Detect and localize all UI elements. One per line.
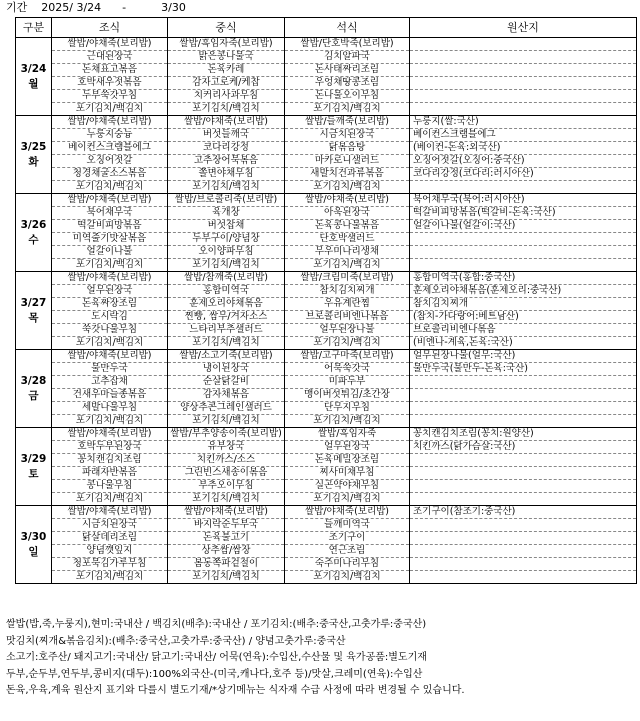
dinner-item: 우엉채땅콩조림 bbox=[285, 77, 410, 90]
origin-item: 치킨까스(닭가슴살:국산) bbox=[410, 441, 637, 454]
breakfast-item: 고추잡채 bbox=[52, 376, 168, 389]
dinner-item: 포기김치/백김치 bbox=[285, 415, 410, 428]
menu-row bbox=[16, 506, 637, 519]
lunch-item: 바지락순두부국 bbox=[168, 519, 285, 532]
menu-row bbox=[16, 441, 637, 454]
lunch-item: 포기김치/백김치 bbox=[168, 337, 285, 350]
menu-row bbox=[16, 220, 637, 233]
menu-row bbox=[16, 116, 637, 129]
origin-item bbox=[410, 181, 637, 194]
period-line bbox=[6, 1, 186, 15]
lunch-item: 쌀밥/흑임자죽(보리밥) bbox=[168, 38, 285, 51]
dinner-item: 실곤약야채무침 bbox=[285, 480, 410, 493]
origin-item: 홍합미역국(홍합:중국산) bbox=[410, 272, 637, 285]
breakfast-item: 쑥갓나물무침 bbox=[52, 324, 168, 337]
day-weekday: 수 bbox=[28, 233, 39, 246]
origin-item bbox=[410, 571, 637, 584]
note-line: 두부,순두부,연두부,콩비지(대두):100%외국산-(미국,캐나다,호주 등)/맛살,크레미(연육):수입산 bbox=[6, 668, 423, 680]
menu-row bbox=[16, 454, 637, 467]
menu-row bbox=[16, 233, 637, 246]
menu-row bbox=[16, 480, 637, 493]
breakfast-item: 포기김치/백김치 bbox=[52, 181, 168, 194]
lunch-item: 그린빈스새송이볶음 bbox=[168, 467, 285, 480]
lunch-item: 치킨까스/소스 bbox=[168, 454, 285, 467]
menu-row bbox=[16, 324, 637, 337]
day-weekday: 일 bbox=[28, 545, 39, 558]
menu-row bbox=[16, 285, 637, 298]
breakfast-item: 청경채굴소스볶음 bbox=[52, 168, 168, 181]
dinner-item: 쌀밥/흑임자죽 bbox=[285, 428, 410, 441]
breakfast-item: 쌀밥/야채죽(보리밥) bbox=[52, 116, 168, 129]
menu-row bbox=[16, 272, 637, 285]
note-line: 쌀밥(밥,죽,누룽지),현미:국내산 / 백김치(배추):국내산 / 포기김치:(배추:중국산,고춧가루:중국산) bbox=[6, 619, 427, 630]
lunch-item: 포기김치/백김치 bbox=[168, 571, 285, 584]
dinner-item: 포기김치/백김치 bbox=[285, 571, 410, 584]
dinner-item: 돈육콩나물볶음 bbox=[285, 220, 410, 233]
lunch-item: 코다리강정 bbox=[168, 142, 285, 155]
header-lunch: 중식 bbox=[168, 18, 285, 38]
origin-item bbox=[410, 402, 637, 415]
day-date: 3/24 bbox=[20, 62, 47, 75]
note-line: 맛김치(찌개&볶음김치):(배추:중국산,고춧가루:중국산) / 양념고춧가루:중국산 bbox=[6, 635, 346, 647]
breakfast-item: 돈채표고볶음 bbox=[52, 64, 168, 77]
lunch-item: 돈육카레 bbox=[168, 64, 285, 77]
day-cell bbox=[16, 272, 52, 350]
lunch-item: 버섯잡채 bbox=[168, 220, 285, 233]
menu-row bbox=[16, 142, 637, 155]
origin-item: 얼갈이나물(얼갈이:국산) bbox=[410, 220, 637, 233]
origin-item bbox=[410, 103, 637, 116]
breakfast-item: 물만두국 bbox=[52, 363, 168, 376]
origin-item: 얼무된장나물(얼무:국산) bbox=[410, 350, 637, 363]
dinner-item: 포기김치/백김치 bbox=[285, 259, 410, 272]
menu-row bbox=[16, 428, 637, 441]
period-end: 3/30 bbox=[161, 1, 186, 14]
lunch-item: 쌀밥/야채죽(보리밥) bbox=[168, 116, 285, 129]
breakfast-item: 포기김치/백김치 bbox=[52, 571, 168, 584]
origin-item bbox=[410, 467, 637, 480]
breakfast-item: 포기김치/백김치 bbox=[52, 103, 168, 116]
dinner-item: 돈육메밀장조림 bbox=[285, 454, 410, 467]
origin-item bbox=[410, 389, 637, 402]
breakfast-item: 포기김치/백김치 bbox=[52, 493, 168, 506]
origin-item bbox=[410, 558, 637, 571]
day-weekday: 화 bbox=[28, 155, 39, 168]
breakfast-item: 건새우마늘종볶음 bbox=[52, 389, 168, 402]
dinner-item: 아욱된장국 bbox=[285, 207, 410, 220]
breakfast-item: 시금치된장국 bbox=[52, 519, 168, 532]
origin-item bbox=[410, 38, 637, 51]
breakfast-item: 떡갈비피망볶음 bbox=[52, 220, 168, 233]
dinner-item: 조기구이 bbox=[285, 532, 410, 545]
origin-item bbox=[410, 415, 637, 428]
menu-row bbox=[16, 311, 637, 324]
dinner-item: 쌀밥/고구마죽(보리밥) bbox=[285, 350, 410, 363]
dinner-item: 브로콜리비엔나볶음 bbox=[285, 311, 410, 324]
menu-row bbox=[16, 103, 637, 116]
lunch-item: 냉이된장국 bbox=[168, 363, 285, 376]
day-cell bbox=[16, 506, 52, 584]
header-dinner: 석식 bbox=[285, 18, 410, 38]
header-origin: 원산지 bbox=[410, 18, 637, 38]
breakfast-item: 꽁치캔김치조림 bbox=[52, 454, 168, 467]
lunch-item: 포기김치/백김치 bbox=[168, 259, 285, 272]
day-date: 3/28 bbox=[20, 374, 47, 387]
day-weekday: 토 bbox=[28, 467, 39, 480]
dinner-item: 포기김치/백김치 bbox=[285, 181, 410, 194]
header-breakfast: 조식 bbox=[52, 18, 168, 38]
dinner-item: 돈나물오이무침 bbox=[285, 90, 410, 103]
lunch-item: 쌀밥/참깨죽(보리밥) bbox=[168, 272, 285, 285]
day-cell bbox=[16, 38, 52, 116]
dinner-item: 쌀밥/단호박죽(보리밥) bbox=[285, 38, 410, 51]
menu-table bbox=[15, 17, 637, 584]
dinner-item: 참치김치찌개 bbox=[285, 285, 410, 298]
menu-row bbox=[16, 259, 637, 272]
dinner-item: 얼무된장나물 bbox=[285, 324, 410, 337]
breakfast-item: 포기김치/백김치 bbox=[52, 259, 168, 272]
dinner-item: 연근조림 bbox=[285, 545, 410, 558]
origin-item: 떡갈비피망볶음(떡갈비-돈육:국산) bbox=[410, 207, 637, 220]
dinner-item: 단무지무침 bbox=[285, 402, 410, 415]
breakfast-item: 호박새우젓볶음 bbox=[52, 77, 168, 90]
dinner-item: 포기김치/백김치 bbox=[285, 337, 410, 350]
lunch-item: 봄동쪽파겉절이 bbox=[168, 558, 285, 571]
dinner-item: 쌀밥/야채죽(보리밥) bbox=[285, 194, 410, 207]
dinner-item: 쌀밥/들깨죽(보리밥) bbox=[285, 116, 410, 129]
menu-row bbox=[16, 389, 637, 402]
dinner-item: 마카로니샐러드 bbox=[285, 155, 410, 168]
menu-row bbox=[16, 51, 637, 64]
origin-item: 훈제오리야채볶음(훈제오리:중국산) bbox=[410, 285, 637, 298]
lunch-item: 양상추콘그레인샐러드 bbox=[168, 402, 285, 415]
menu-row bbox=[16, 129, 637, 142]
menu-row bbox=[16, 545, 637, 558]
menu-row bbox=[16, 519, 637, 532]
menu-row bbox=[16, 532, 637, 545]
breakfast-item: 두부쑥갓무침 bbox=[52, 90, 168, 103]
note-line: 소고기:호주산/ 돼지고기:국내산/ 닭고기:국내산/ 어묵(연육):수입산,수산물 및 육가공품:별도기재 bbox=[6, 652, 427, 663]
day-date: 3/26 bbox=[20, 218, 47, 231]
lunch-item: 쌀밥/브로콜리죽(보리밥) bbox=[168, 194, 285, 207]
origin-item bbox=[410, 545, 637, 558]
dinner-item: 쌀밥/야채죽(보리밥) bbox=[285, 506, 410, 519]
lunch-item: 두부구이/양념장 bbox=[168, 233, 285, 246]
breakfast-item: 오징어젓갈 bbox=[52, 155, 168, 168]
dinner-item: 맹이버섯튀김/초간장 bbox=[285, 389, 410, 402]
breakfast-item: 콩나물무침 bbox=[52, 480, 168, 493]
lunch-item: 고추장어묵볶음 bbox=[168, 155, 285, 168]
lunch-item: 훈제오리야채볶음 bbox=[168, 298, 285, 311]
menu-row bbox=[16, 181, 637, 194]
dinner-item: 어묵쑥갓국 bbox=[285, 363, 410, 376]
lunch-item: 쫄면야채무침 bbox=[168, 168, 285, 181]
breakfast-item: 청포묵김가루무침 bbox=[52, 558, 168, 571]
lunch-item: 버섯들깨국 bbox=[168, 129, 285, 142]
lunch-item: 상추쌈/쌈장 bbox=[168, 545, 285, 558]
breakfast-item: 얼무된장국 bbox=[52, 285, 168, 298]
origin-item bbox=[410, 90, 637, 103]
menu-row bbox=[16, 64, 637, 77]
lunch-item: 감자고로케/케찹 bbox=[168, 77, 285, 90]
origin-item bbox=[410, 493, 637, 506]
origin-item: 물만두국(물만두-돈육:국산) bbox=[410, 363, 637, 376]
origin-item bbox=[410, 233, 637, 246]
menu-row bbox=[16, 376, 637, 389]
breakfast-item: 북어채무국 bbox=[52, 207, 168, 220]
breakfast-item: 쌀밥/야채죽(보리밥) bbox=[52, 38, 168, 51]
breakfast-item: 쌀밥/야채죽(보리밥) bbox=[52, 350, 168, 363]
origin-item: 북어채무국(북어:러시아산) bbox=[410, 194, 637, 207]
menu-row bbox=[16, 155, 637, 168]
origin-item bbox=[410, 376, 637, 389]
day-weekday: 월 bbox=[28, 77, 39, 90]
origin-item: 꽁치캔김치조림(꽁치:원양산) bbox=[410, 428, 637, 441]
origin-item bbox=[410, 532, 637, 545]
breakfast-item: 돈육짜장조림 bbox=[52, 298, 168, 311]
dinner-item: 포기김치/백김치 bbox=[285, 103, 410, 116]
origin-item: 오징어젓갈(오징어:중국산) bbox=[410, 155, 637, 168]
header-row bbox=[16, 18, 637, 38]
lunch-item: 포기김치/백김치 bbox=[168, 103, 285, 116]
lunch-item: 맑은콩나물국 bbox=[168, 51, 285, 64]
lunch-item: 쌀밥/야채죽(보리밥) bbox=[168, 506, 285, 519]
day-cell bbox=[16, 350, 52, 428]
origin-item bbox=[410, 51, 637, 64]
menu-row bbox=[16, 571, 637, 584]
day-weekday: 금 bbox=[28, 389, 39, 402]
dinner-item: 미파두부 bbox=[285, 376, 410, 389]
breakfast-item: 도시락김 bbox=[52, 311, 168, 324]
lunch-item: 부추오이무침 bbox=[168, 480, 285, 493]
day-cell bbox=[16, 116, 52, 194]
lunch-item: 돈육불고기 bbox=[168, 532, 285, 545]
dinner-item: 김치알파국 bbox=[285, 51, 410, 64]
menu-row bbox=[16, 467, 637, 480]
period-dash: - bbox=[122, 1, 127, 14]
lunch-item: 유부장국 bbox=[168, 441, 285, 454]
lunch-item: 찐빵, 쌈무/겨자소스 bbox=[168, 311, 285, 324]
origin-item: 참치김치찌개 bbox=[410, 298, 637, 311]
day-cell bbox=[16, 194, 52, 272]
dinner-item: 시금치된장국 bbox=[285, 129, 410, 142]
origin-item: 코다리강정(코다리:러시아산) bbox=[410, 168, 637, 181]
menu-row bbox=[16, 350, 637, 363]
origin-item: 조기구이(참조기:중국산) bbox=[410, 506, 637, 519]
day-cell bbox=[16, 428, 52, 506]
header-gubun: 구분 bbox=[16, 18, 52, 38]
dinner-item: 포기김치/백김치 bbox=[285, 493, 410, 506]
breakfast-item: 포기김치/백김치 bbox=[52, 337, 168, 350]
menu-row bbox=[16, 337, 637, 350]
dinner-item: 돈사태짜리조림 bbox=[285, 64, 410, 77]
dinner-item: 새발치건과류볶음 bbox=[285, 168, 410, 181]
menu-row bbox=[16, 402, 637, 415]
breakfast-item: 베이컨스크램블에그 bbox=[52, 142, 168, 155]
origin-item: 브로콜리비엔나볶음 bbox=[410, 324, 637, 337]
menu-row bbox=[16, 415, 637, 428]
breakfast-item: 쌀밥/야채죽(보리밥) bbox=[52, 194, 168, 207]
lunch-item: 느타리부추샐러드 bbox=[168, 324, 285, 337]
note-line: 돈육,우육,계육 원산지 표기와 다를시 별도기재/*상기메뉴는 식자재 수급 사정에 따라 변경될 수 있습니다. bbox=[6, 685, 465, 696]
breakfast-item: 닭살데리조림 bbox=[52, 532, 168, 545]
lunch-item: 감자채볶음 bbox=[168, 389, 285, 402]
day-weekday: 목 bbox=[28, 311, 39, 324]
breakfast-item: 누룽지숭늉 bbox=[52, 129, 168, 142]
dinner-item: 들깨미역국 bbox=[285, 519, 410, 532]
breakfast-item: 호박두부된장국 bbox=[52, 441, 168, 454]
period-label: 기간 bbox=[6, 1, 28, 14]
breakfast-item: 파래자반볶음 bbox=[52, 467, 168, 480]
origin-item bbox=[410, 64, 637, 77]
dinner-item: 숙주미나리무침 bbox=[285, 558, 410, 571]
breakfast-item: 쌀밥/야채죽(보리밥) bbox=[52, 506, 168, 519]
dinner-item: 얼무된장국 bbox=[285, 441, 410, 454]
lunch-item: 육개장 bbox=[168, 207, 285, 220]
breakfast-item: 쌀밥/야채죽(보리밥) bbox=[52, 272, 168, 285]
menu-row bbox=[16, 298, 637, 311]
breakfast-item: 포기김치/백김치 bbox=[52, 415, 168, 428]
lunch-item: 포기김치/백김치 bbox=[168, 493, 285, 506]
dinner-item: 무우미나리생채 bbox=[285, 246, 410, 259]
menu-row bbox=[16, 38, 637, 51]
menu-row bbox=[16, 194, 637, 207]
period-start: 2025/ 3/24 bbox=[41, 1, 102, 14]
breakfast-item: 세발나물무침 bbox=[52, 402, 168, 415]
dinner-item: 쌀밥/크림미죽(보리밥) bbox=[285, 272, 410, 285]
lunch-item: 홍합미역국 bbox=[168, 285, 285, 298]
menu-row bbox=[16, 558, 637, 571]
dinner-item: 닭볶음탕 bbox=[285, 142, 410, 155]
lunch-item: 포기김치/백김치 bbox=[168, 415, 285, 428]
lunch-item: 치커리사과무침 bbox=[168, 90, 285, 103]
breakfast-item: 쌀밥/야채죽(보리밥) bbox=[52, 428, 168, 441]
menu-row bbox=[16, 77, 637, 90]
lunch-item: 쌀밥/소고기죽(보리밥) bbox=[168, 350, 285, 363]
day-date: 3/25 bbox=[20, 140, 47, 153]
origin-item bbox=[410, 77, 637, 90]
origin-item bbox=[410, 454, 637, 467]
breakfast-item: 근대된장국 bbox=[52, 51, 168, 64]
day-date: 3/29 bbox=[20, 452, 47, 465]
origin-item bbox=[410, 259, 637, 272]
breakfast-item: 얼갈이나물 bbox=[52, 246, 168, 259]
dinner-item: 찌사미채무침 bbox=[285, 467, 410, 480]
dinner-item: 우유계란찜 bbox=[285, 298, 410, 311]
breakfast-item: 양념깻잎지 bbox=[52, 545, 168, 558]
menu-row bbox=[16, 493, 637, 506]
menu-row bbox=[16, 90, 637, 103]
origin-item bbox=[410, 246, 637, 259]
origin-item: (참치-가다랑어:베트남산) bbox=[410, 311, 637, 324]
menu-row bbox=[16, 168, 637, 181]
day-date: 3/27 bbox=[20, 296, 47, 309]
origin-item: 베이컨스크램블에그 bbox=[410, 129, 637, 142]
origin-item bbox=[410, 519, 637, 532]
origin-item bbox=[410, 480, 637, 493]
origin-item: 누룽지(쌀:국산) bbox=[410, 116, 637, 129]
lunch-item: 순살닭갈비 bbox=[168, 376, 285, 389]
menu-body bbox=[16, 38, 637, 584]
origin-notes bbox=[6, 617, 636, 700]
dinner-item: 단호박샐러드 bbox=[285, 233, 410, 246]
origin-item: (비엔나-계육,돈육:국산) bbox=[410, 337, 637, 350]
day-date: 3/30 bbox=[20, 530, 47, 543]
menu-row bbox=[16, 246, 637, 259]
lunch-item: 쌀밥/부추양송이죽(보리밥) bbox=[168, 428, 285, 441]
menu-row bbox=[16, 363, 637, 376]
breakfast-item: 미역줄기맛살볶음 bbox=[52, 233, 168, 246]
lunch-item: 오이양파무침 bbox=[168, 246, 285, 259]
menu-row bbox=[16, 207, 637, 220]
lunch-item: 포기김치/백김치 bbox=[168, 181, 285, 194]
origin-item: (베이컨-돈육:외국산) bbox=[410, 142, 637, 155]
